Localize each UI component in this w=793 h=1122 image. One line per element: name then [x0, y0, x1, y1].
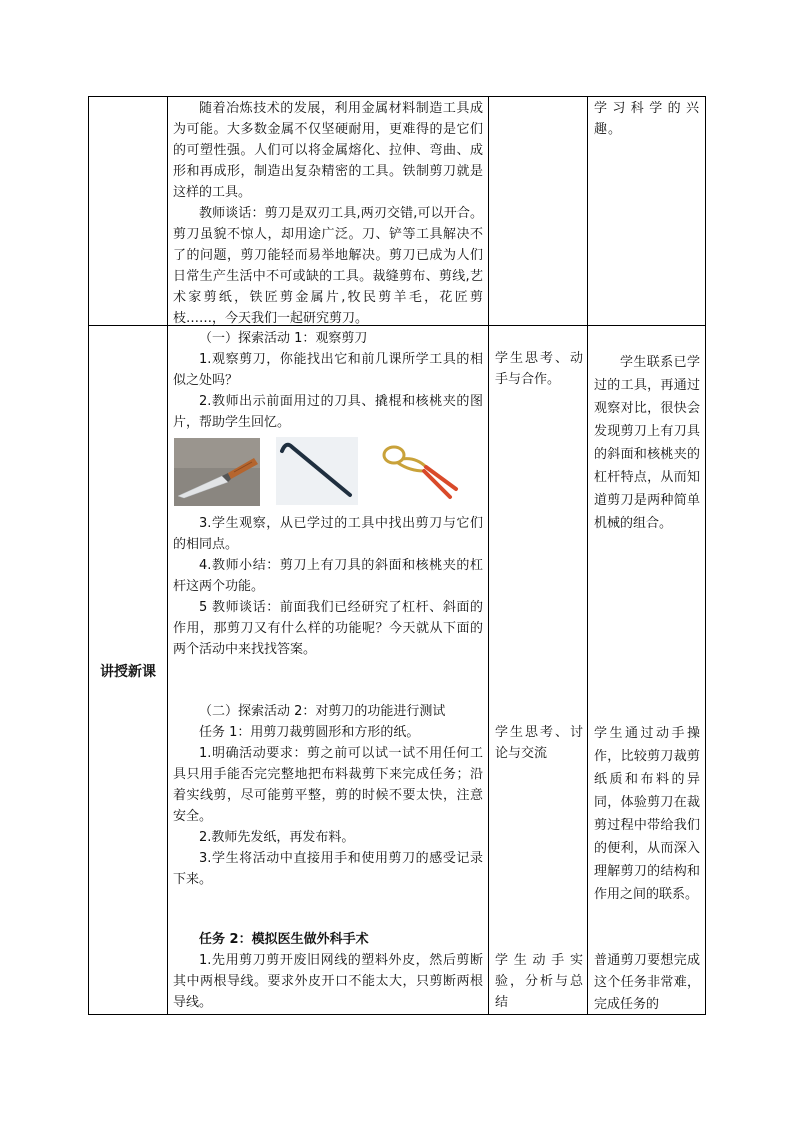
section1-intent-cell: [594, 351, 700, 535]
table-border-top: [88, 96, 706, 97]
table-border-col1: [167, 96, 168, 1015]
row1-content-cell: [173, 98, 483, 329]
section2-student-cell: [495, 722, 583, 764]
section2-content: [173, 701, 483, 890]
section3-intent-cell: [594, 950, 700, 1016]
table-border-col2: [488, 96, 489, 1015]
section3-intent: 普通剪刀要想完成这个任务非常难，完成任务的: [594, 953, 700, 1012]
nutcracker-image: [378, 437, 464, 505]
section2-intent-cell: [594, 722, 700, 906]
section1-para1: 1.观察剪刀，你能找出它和前几课所学工具的相似之处吗？: [173, 352, 483, 388]
row1-paragraph-2: 教师谈话：剪刀是双刃工具,两刃交错,可以开合。剪刀虽貌不惊人，却用途广泛。刀、铲等工具解决不了的问题，剪刀能轻而易举地解决。剪刀已成为人们日常生产生活中不可或缺的工具。裁缝剪布、剪线,艺术家剪纸，铁匠剪金属片,牧民剪羊毛，花匠剪枝……，今天我们一起研究剪刀。: [173, 206, 483, 326]
table-border-right: [705, 96, 706, 1015]
section1-para3: 3.学生观察，从已学过的工具中找出剪刀与它们的相同点。: [173, 516, 483, 552]
section3-student-cell: [495, 950, 583, 1013]
section2-para2: 2.教师先发纸，再发布料。: [199, 830, 355, 845]
section1-content-part2: [173, 513, 483, 660]
section2-title: （二）探索活动 2：对剪刀的功能进行测试: [199, 704, 446, 719]
section1-para2: 2.教师出示前面用过的刀具、撬棍和核桃夹的图片，帮助学生回忆。: [173, 394, 483, 430]
table-border-left: [88, 96, 89, 1015]
row1-intent-cell: [594, 98, 700, 140]
section1-title: （一）探索活动 1：观察剪刀: [199, 331, 368, 346]
section1-student-cell: [495, 348, 583, 390]
knife-image: [174, 438, 260, 506]
crowbar-image: [276, 437, 358, 505]
section2-task1: 任务 1：用剪刀裁剪圆形和方形的纸。: [199, 725, 420, 740]
table-border-col3: [587, 96, 588, 1015]
section3-para1: 1.先用剪刀剪开废旧网线的塑料外皮，然后剪断其中两根导线。要求外皮开口不能太大，只剪断两根导线。: [173, 953, 483, 1010]
section2-para3: 3.学生将活动中直接用手和使用剪刀的感受记录下来。: [173, 851, 483, 887]
section3-content: [173, 929, 483, 1013]
section3-title: 任务 2：模拟医生做外科手术: [199, 932, 369, 947]
stage-label: 讲授新课: [100, 664, 156, 680]
row1-intent: 学习科学的兴趣。: [594, 101, 700, 137]
section1-content-part1: [173, 328, 483, 433]
section1-para5: 5 教师谈话：前面我们已经研究了杠杆、斜面的作用，那剪刀又有什么样的功能呢？今天就从下面的两个活动中来找找答案。: [173, 600, 483, 657]
section3-student: 学生动手实验，分析与总结: [495, 953, 583, 1010]
section2-intent: 学生通过动手操作，比较剪刀裁剪纸质和布料的异同，体验剪刀在裁剪过程中带给我们的便利，从而深入理解剪刀的结构和作用之间的联系。: [594, 726, 700, 902]
section2-student: 学生思考、讨论与交流: [495, 725, 583, 761]
section1-para4: 4.教师小结：剪刀上有刀具的斜面和核桃夹的杠杆这两个功能。: [173, 558, 483, 594]
section1-intent: 学生联系已学过的工具，再通过观察对比，很快会发现剪刀上有刀具的斜面和核桃夹的杠杆特点，从而知道剪刀是两种简单机械的组合。: [594, 355, 700, 531]
section2-para1: 1.明确活动要求：剪之前可以试一试不用任何工具只用手能否完完整地把布料裁剪下来完成任务；沿着实线剪，尽可能剪平整，剪的时候不要太快，注意安全。: [173, 746, 483, 824]
section1-student: 学生思考、动手与合作。: [495, 351, 583, 387]
row1-paragraph-1: 随着冶炼技术的发展，利用金属材料制造工具成为可能。大多数金属不仅坚硬耐用，更难得的是它们的可塑性强。人们可以将金属熔化、拉伸、弯曲、成形和再成形，制造出复杂精密的工具。铁制剪刀就是这样的工具。: [173, 101, 483, 200]
